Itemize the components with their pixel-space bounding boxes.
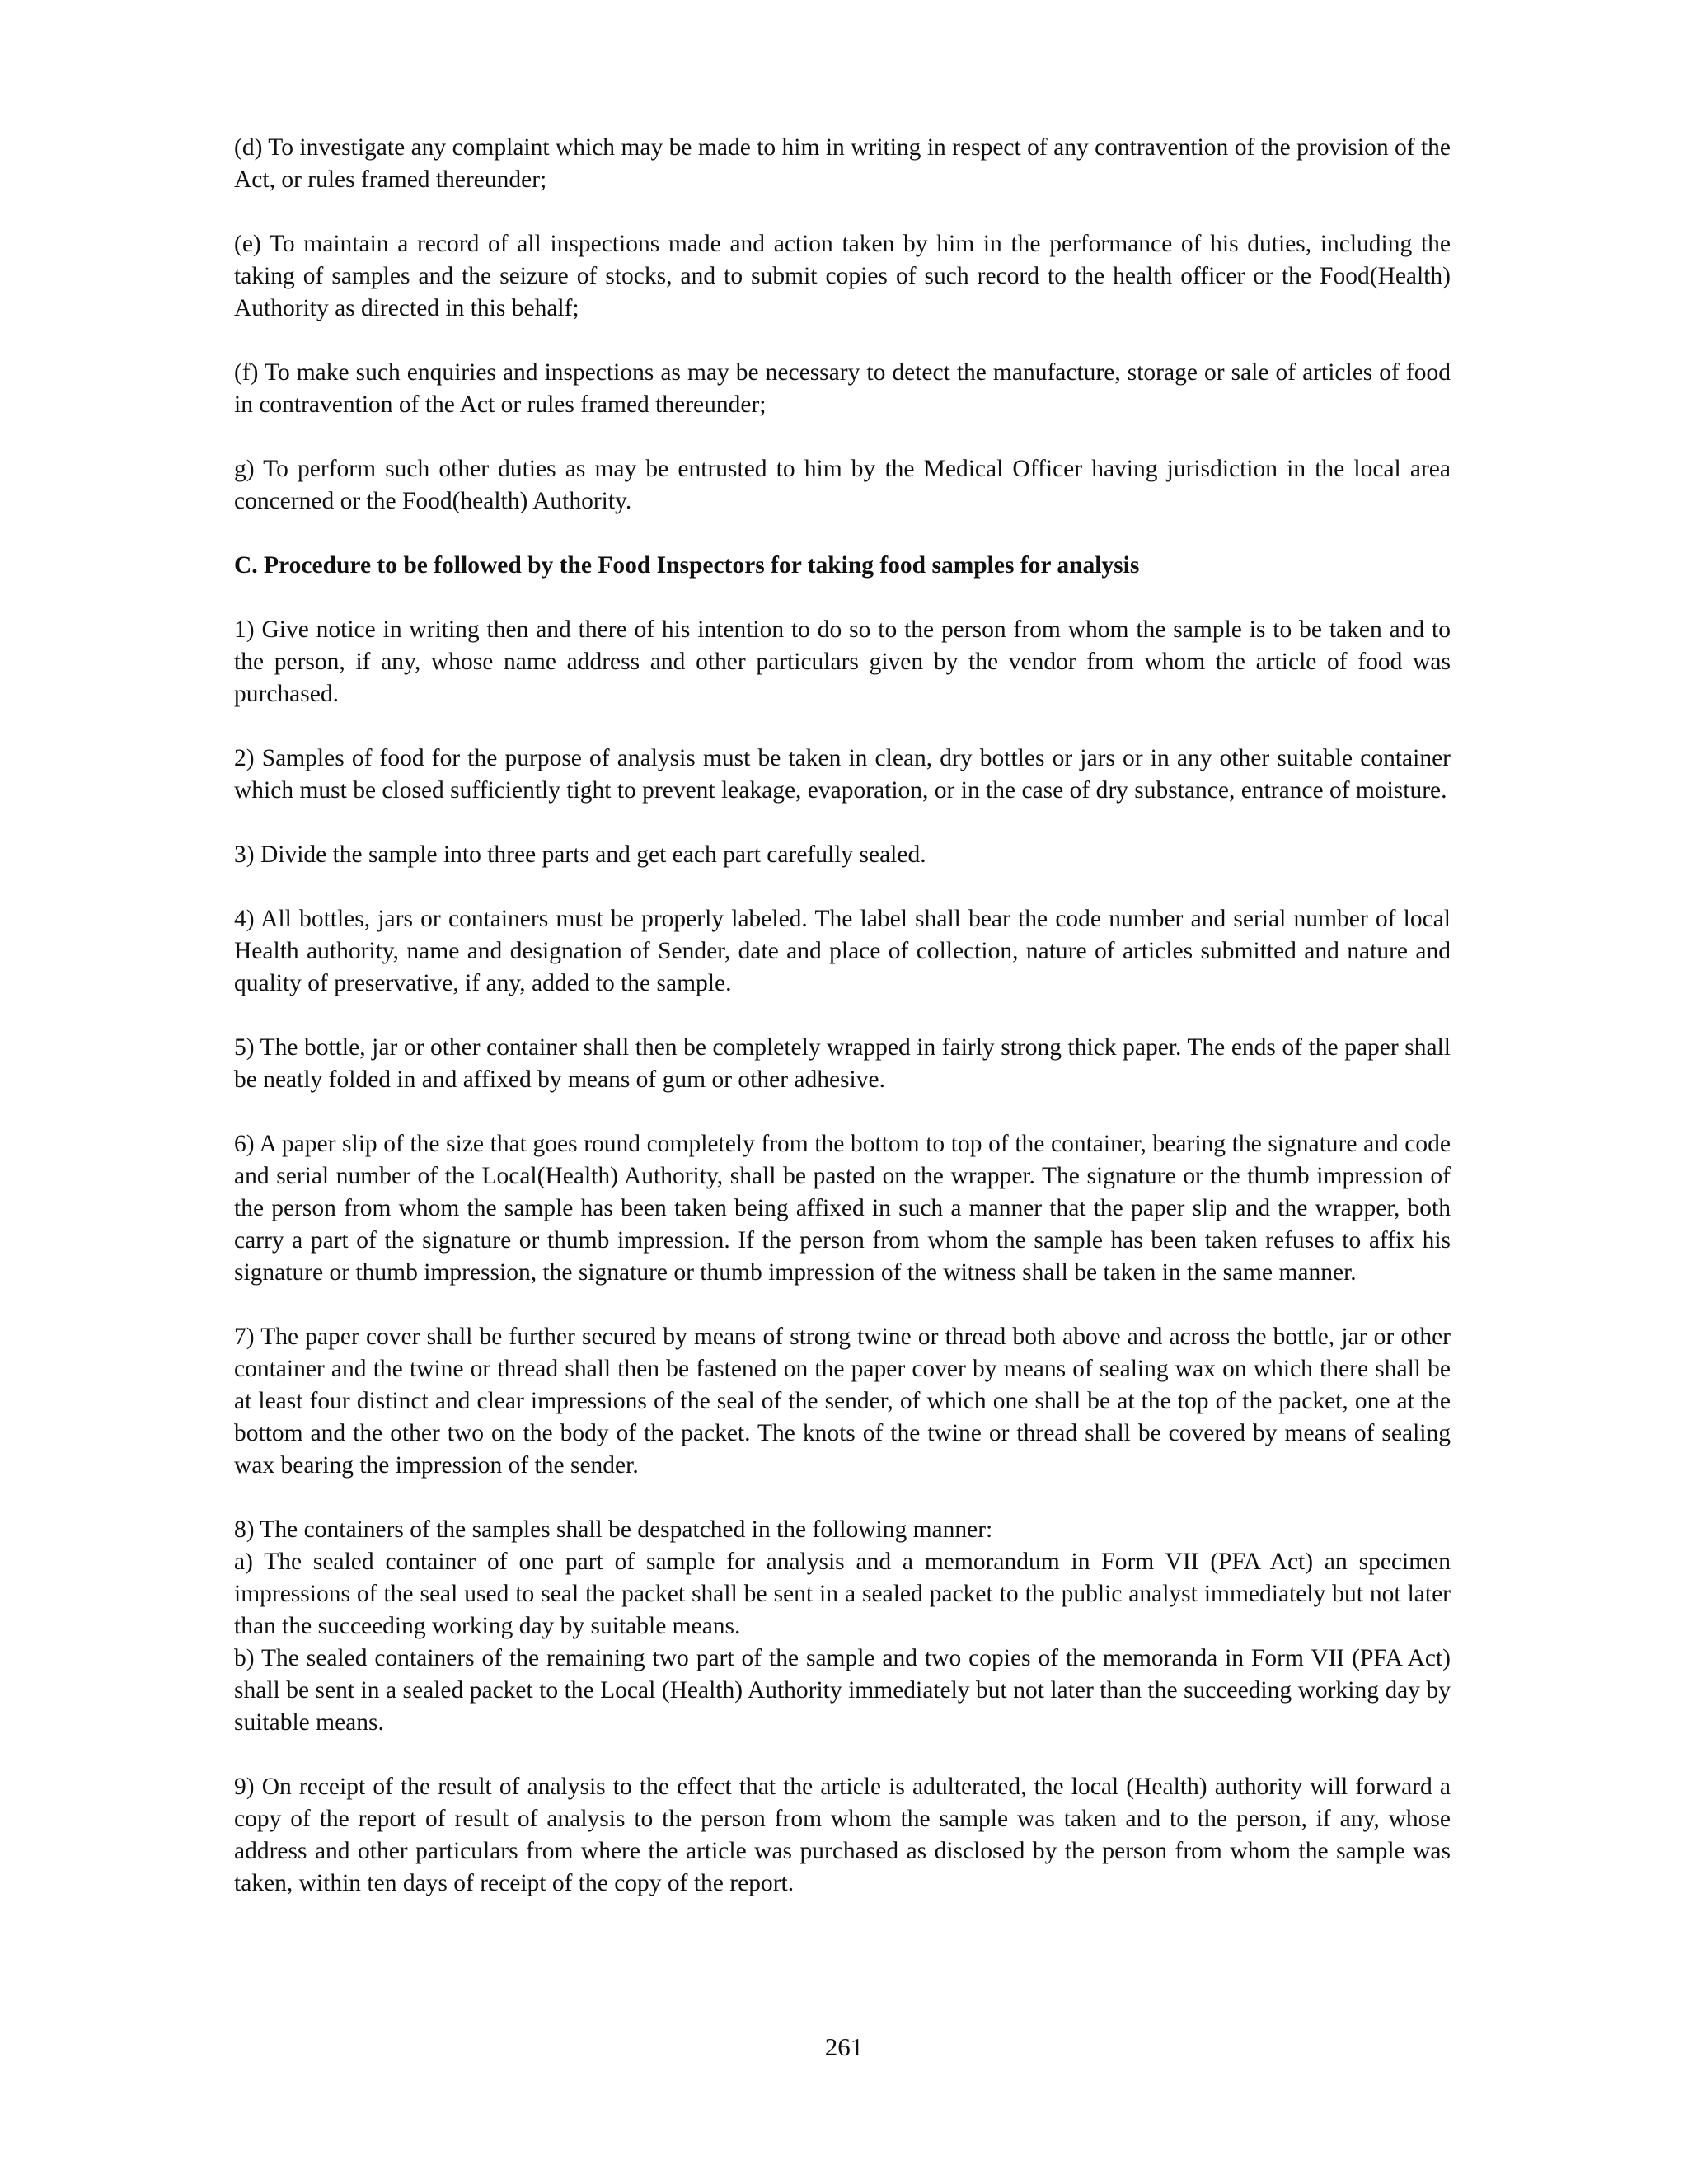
procedure-item-2: 2) Samples of food for the purpose of analysis must be taken in clean, dry bottles or jars or in any other suitable container which must be closed sufficiently tight to prevent leakage, evaporation, or in the case of dry substance, entrance of moisture. bbox=[234, 745, 1451, 804]
paragraph-e: (e) To maintain a record of all inspections made and action taken by him in the performance of his duties, including the taking of samples and the seizure of stocks, and to submit copies of such record to the health officer or the Food(Health) Authority as directed in this behalf; bbox=[234, 231, 1451, 321]
procedure-item-4: 4) All bottles, jars or containers must be properly labeled. The label shall bear the code number and serial number of local Health authority, name and designation of Sender, date and place of collection, nature of articles submitted and nature and quality of preservative, if any, added to the sample. bbox=[234, 906, 1451, 996]
page-number: 261 bbox=[824, 2032, 864, 2061]
procedure-item-8-intro: 8) The containers of the samples shall be despatched in the following manner: bbox=[234, 1516, 993, 1543]
paragraph-g: g) To perform such other duties as may be entrusted to him by the Medical Officer having jurisdiction in the local area concerned or the Food(health) Authority. bbox=[234, 456, 1451, 514]
paragraph-d: (d) To investigate any complaint which may be made to him in writing in respect of any contravention of the provision of the Act, or rules framed thereunder; bbox=[234, 134, 1451, 193]
procedure-item-9: 9) On receipt of the result of analysis to the effect that the article is adulterated, the local (Health) authority will forward a copy of the report of result of analysis to the person from whom the sample was taken and to the person, if any, whose address and other particulars from where the article was purchased as disclosed by the person from whom the sample was taken, within ten days of receipt of the copy of the report. bbox=[234, 1774, 1451, 1896]
procedure-item-5: 5) The bottle, jar or other container shall then be completely wrapped in fairly strong thick paper. The ends of the paper shall be neatly folded in and affixed by means of gum or other adhesive. bbox=[234, 1034, 1451, 1093]
procedure-item-1: 1) Give notice in writing then and there of his intention to do so to the person from whom the sample is to be taken and to the person, if any, whose name address and other particulars given by the vendor from whom the article of food was purchased. bbox=[234, 616, 1451, 707]
procedure-item-7: 7) The paper cover shall be further secured by means of strong twine or thread both above and across the bottle, jar or other container and the twine or thread shall then be fastened on the paper cover by means of sealing wax on which there shall be at least four distinct and clear impressions of the seal of the sender, of which one shall be at the top of the packet, one at the bottom and the other two on the body of the packet. The knots of the twine or thread shall be covered by means of sealing wax bearing the impression of the sender. bbox=[234, 1324, 1451, 1479]
procedure-item-8b: b) The sealed containers of the remaining two part of the sample and two copies of the memoranda in Form VII (PFA Act) shall be sent in a sealed packet to the Local (Health) Authority immediately but not later than the succeeding working day by suitable means. bbox=[234, 1645, 1451, 1736]
procedure-item-3: 3) Divide the sample into three parts and get each part carefully sealed. bbox=[234, 841, 926, 868]
paragraph-f: (f) To make such enquiries and inspections as may be necessary to detect the manufacture, storage or sale of articles of food in contravention of the Act or rules framed thereunder; bbox=[234, 359, 1451, 418]
document-body bbox=[234, 132, 1451, 1932]
procedure-item-6: 6) A paper slip of the size that goes round completely from the bottom to top of the container, bearing the signature and code and serial number of the Local(Health) Authority, shall be pasted on the wrapper. The signature or the thumb impression of the person from whom the sample has been taken being affixed in such a manner that the paper slip and the wrapper, both carry a part of the signature or thumb impression. If the person from whom the sample has been taken refuses to affix his signature or thumb impression, the signature or thumb impression of the witness shall be taken in the same manner. bbox=[234, 1131, 1451, 1286]
procedure-item-8a: a) The sealed container of one part of sample for analysis and a memorandum in Form VII (PFA Act) an specimen impressions of the seal used to seal the packet shall be sent in a sealed packet to the public analyst immediately but not later than the succeeding working day by suitable means. bbox=[234, 1549, 1451, 1639]
section-heading: C. Procedure to be followed by the Food Inspectors for taking food samples for analysis bbox=[234, 552, 1140, 579]
